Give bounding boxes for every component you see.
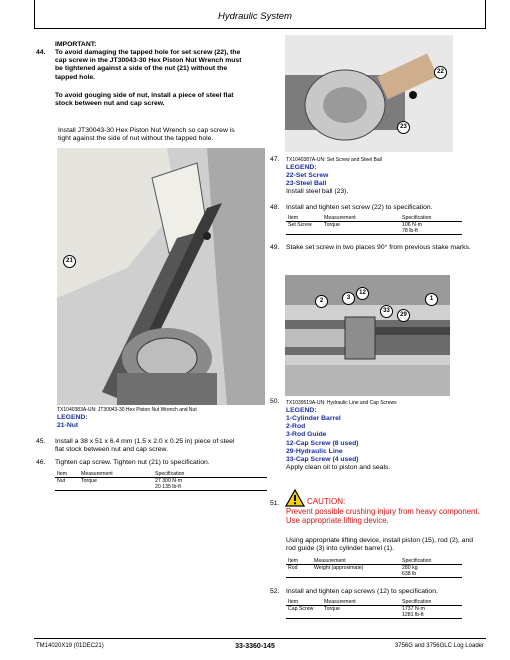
caution-line: Prevent possible crushing injury from heavy component. — [286, 507, 480, 516]
step-44-gouge-note — [55, 92, 267, 108]
step-47-legend-item: 22-Set Screw — [286, 172, 329, 179]
legend-item: 3-Rod Guide — [286, 431, 327, 439]
legend-item: 2-Rod — [286, 423, 306, 431]
caution-text — [286, 507, 501, 526]
spec-header-specification: Specification — [400, 558, 462, 565]
step-52-number: 52. — [270, 588, 280, 595]
caution-icon — [285, 489, 305, 507]
step-44-line: cap screw in the JT30043-30 Hex Piston Nut Wrench must — [55, 57, 242, 65]
spec-header-specification: Specification — [400, 215, 462, 222]
legend-item: 29-Hydraulic Line — [286, 447, 343, 455]
spec-table-set-screw — [286, 215, 462, 235]
gouge-line: To avoid gouging side of nut, install a piece of steel flat — [55, 92, 234, 99]
step-47-text: Install steel ball (23). — [286, 188, 349, 195]
step-44-line: To avoid damaging the tapped hole for set screw (22), the — [55, 49, 241, 56]
step-46-text: Tighten cap screw. Tighten nut (21) to specification. — [55, 459, 210, 466]
fig-left-legend-title: LEGEND: — [57, 414, 88, 421]
spec-value — [153, 478, 267, 491]
spec-value-imperial: 20 135 lb-ft — [155, 484, 181, 490]
step-44-warning — [55, 49, 267, 82]
step-46-number: 46. — [36, 459, 46, 466]
spec-header-measurement: Measurement — [322, 215, 400, 222]
spec-table-rod-weight — [286, 558, 462, 578]
spec-header-item: Item — [286, 599, 322, 606]
spec-header-measurement: Measurement — [79, 471, 153, 478]
caution-label: CAUTION: — [307, 497, 346, 506]
step-51-text — [286, 537, 498, 553]
step-48-number: 48. — [270, 204, 280, 211]
spec-item: Nut — [55, 478, 79, 491]
step-50-number: 50. — [270, 398, 280, 405]
callout-2: 2 — [315, 295, 328, 308]
step-45-line: Install a 38 x 51 x 6.4 mm (1.5 x 2.0 x 0.25 in) piece of steel — [55, 438, 235, 445]
spec-value-metric: 280 kg — [402, 565, 418, 571]
spec-header-item: Item — [286, 215, 322, 222]
step-45-text — [55, 438, 269, 454]
spec-value — [400, 565, 462, 578]
step-49-text: Stake set screw in two places 90° from previous stake marks. — [286, 244, 471, 251]
spec-measurement: Torque — [79, 478, 153, 491]
spec-header-measurement: Measurement — [312, 558, 400, 565]
spec-table-nut — [55, 471, 267, 491]
spec-row — [55, 478, 267, 491]
figure-cylinder-photo — [285, 275, 450, 396]
footer-page-number: 33-3360-145 — [235, 643, 275, 650]
callout-33: 33 — [380, 305, 393, 318]
callout-23: 23 — [397, 121, 410, 134]
callout-12: 12 — [356, 287, 369, 300]
page-title: Hydraulic System — [218, 11, 292, 22]
callout-29: 29 — [397, 309, 410, 322]
step-51-line: rod guide (3) into cylinder barrel (1). — [286, 545, 395, 553]
step-44-line: be tightened against a side of the nut (21) without the — [55, 65, 228, 73]
step-47-number: 47. — [270, 156, 280, 163]
wrench-illustration — [57, 148, 265, 405]
spec-header-specification: Specification — [400, 599, 462, 606]
callout-22: 22 — [434, 66, 447, 79]
spec-item: Cap Screw — [286, 606, 322, 619]
spec-header-measurement: Measurement — [322, 599, 400, 606]
spec-measurement: Torque — [322, 606, 400, 619]
spec-item: Set Screw — [286, 222, 322, 235]
spec-table-cap-screw — [286, 599, 462, 619]
step-47-legend-item: 23-Steel Ball — [286, 180, 327, 187]
callout-1: 1 — [425, 293, 438, 306]
spec-value — [400, 222, 462, 235]
footer-rule — [34, 638, 486, 639]
step-51-line: Using appropriate lifting device, install piston (15), rod (2), and — [286, 537, 474, 544]
spec-value — [400, 606, 462, 619]
legend-item: 12-Cap Screw (8 used) — [286, 439, 359, 447]
spec-value-metric: 106 N·m — [402, 222, 422, 228]
fig-left-legend-item: 21-Nut — [57, 422, 79, 429]
legend-item: 1-Cylinder Barrel — [286, 415, 341, 422]
step-50-caption: TX1039519A-UN: Hydraulic Line and Cap Screws — [286, 400, 397, 406]
install-line: Install JT30043-30 Hex Piston Nut Wrench so cap screw is — [58, 127, 235, 134]
spec-measurement: Weight (approximate) — [312, 565, 400, 578]
step-51-number: 51. — [270, 500, 280, 507]
step-49-number: 49. — [270, 244, 280, 251]
spec-item: Rod — [286, 565, 312, 578]
step-47-caption: TX1040387A-UN: Set Screw and Steel Ball — [286, 157, 382, 163]
spec-value-metric: 27 300 N·m — [155, 478, 183, 484]
step-48-text: Install and tighten set screw (22) to specification. — [286, 204, 433, 211]
figure-wrench-photo — [57, 148, 265, 405]
install-line: tight against the side of nut without the tapped hole. — [58, 135, 214, 143]
spec-value-imperial: 638 lb — [402, 571, 417, 577]
step-44-number: 44. — [36, 49, 46, 56]
step-50-legend-title: LEGEND: — [286, 407, 317, 414]
spec-value-imperial: 78 lb-ft — [402, 228, 418, 234]
step-52-text: Install and tighten cap screws (12) to specification. — [286, 588, 438, 595]
step-45-number: 45. — [36, 438, 46, 445]
step-44-line: tapped hole. — [55, 73, 96, 81]
figure-set-screw-photo — [285, 35, 453, 152]
spec-value-imperial: 1281 lb-ft — [402, 612, 424, 618]
step-47-legend-title: LEGEND: — [286, 164, 317, 171]
caution-line: Use appropriate lifting device. — [286, 516, 389, 526]
footer-model: 3756G and 3756GLC Log Loader — [394, 643, 484, 649]
spec-header-item: Item — [55, 471, 79, 478]
step-50-text: Apply clean oil to piston and seals. — [286, 464, 391, 471]
spec-row — [286, 606, 462, 619]
spec-measurement: Torque — [322, 222, 400, 235]
spec-header-item: Item — [286, 558, 312, 565]
callout-3: 3 — [342, 292, 355, 305]
important-label: IMPORTANT: — [55, 41, 97, 48]
header-rule — [34, 28, 486, 29]
spec-row — [286, 222, 462, 235]
spec-row — [286, 565, 462, 578]
fig-left-caption: TX1040383A-UN: JT30043-30 Hex Piston Nut Wrench and Nut — [57, 407, 197, 413]
set-screw-illustration — [285, 35, 453, 152]
step-45-line: flat stock between nut and cap screw. — [55, 446, 168, 454]
gouge-line: stock between nut and cap screw. — [55, 100, 165, 108]
spec-value-metric: 1737 N·m — [402, 606, 425, 612]
callout-21: 21 — [63, 255, 76, 268]
step-44-install-note — [58, 127, 268, 143]
spec-header-specification: Specification — [153, 471, 267, 478]
step-50-legend — [286, 415, 359, 464]
legend-item: 33-Cap Screw (4 used) — [286, 456, 359, 464]
footer-doc-id: TM14020X19 (01DEC21) — [36, 643, 104, 649]
